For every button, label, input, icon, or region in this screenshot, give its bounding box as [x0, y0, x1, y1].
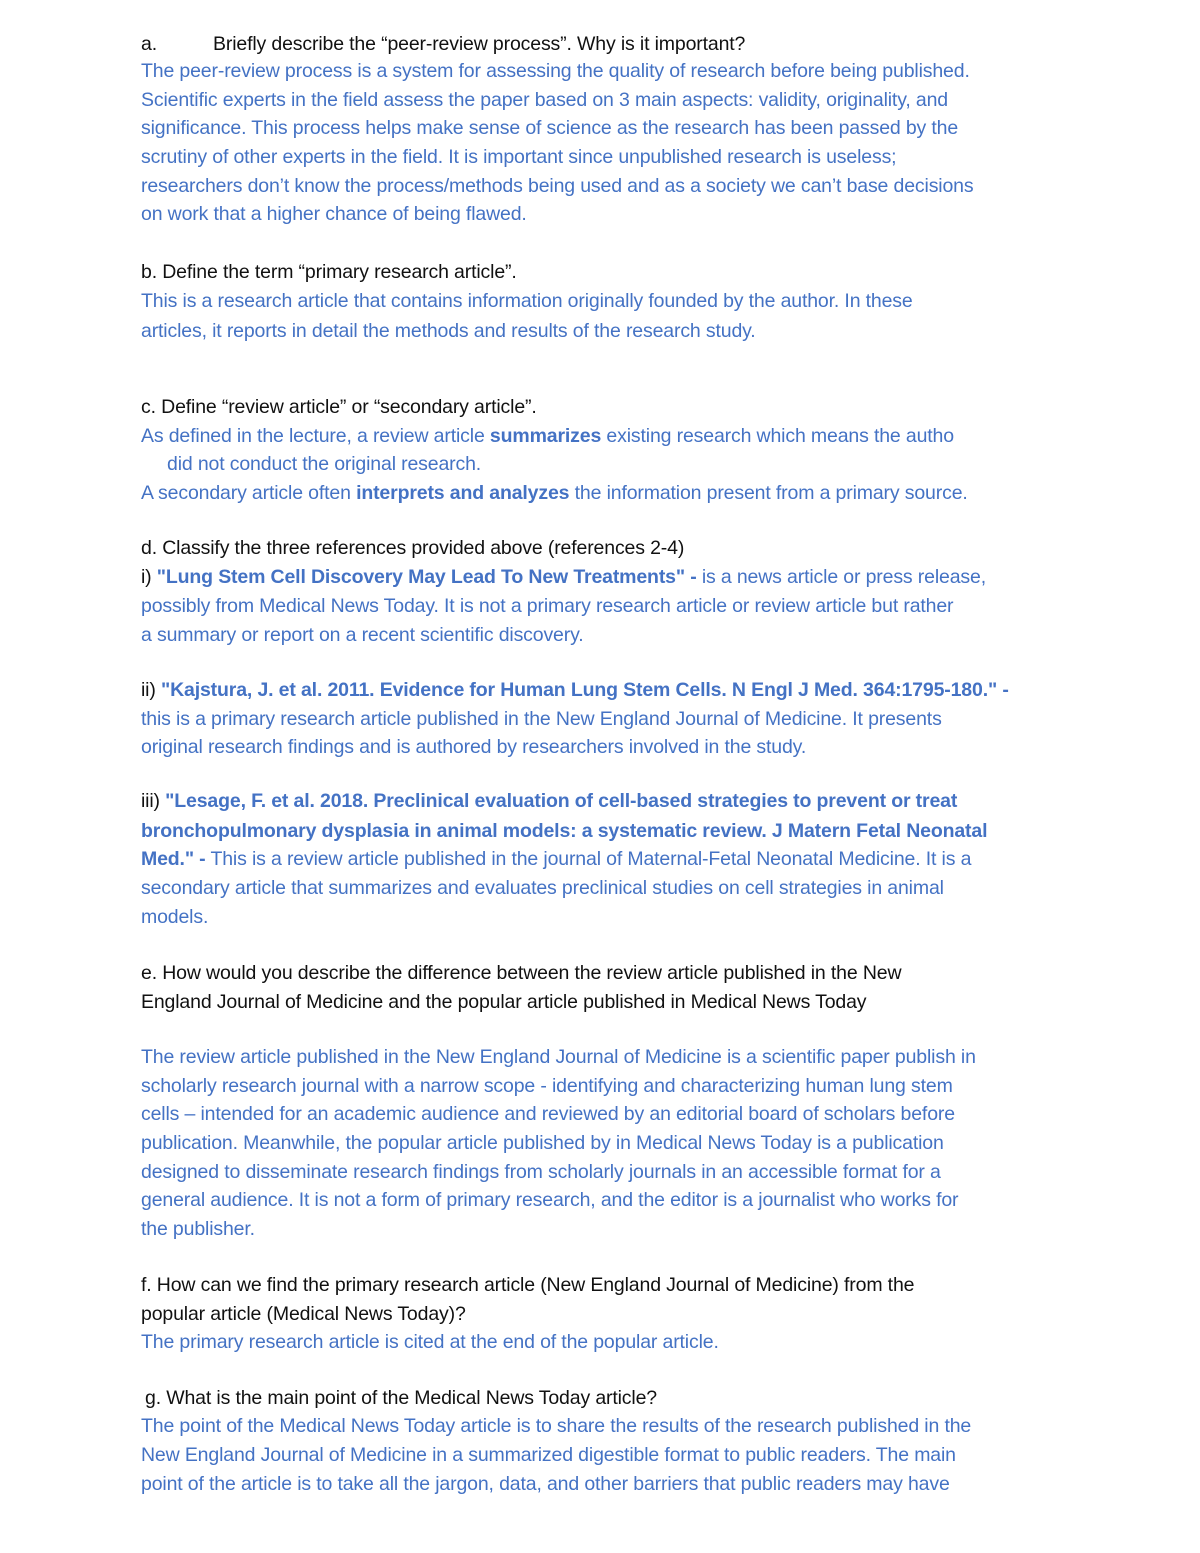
answer-c-text: existing research which means the autho — [601, 425, 954, 447]
reference-i-line: a summary or report on a recent scientific discovery. — [141, 624, 584, 646]
answer-b-line: This is a research article that contains information originally founded by the author. In these — [141, 290, 913, 312]
answer-a-line: Scientific experts in the field assess the paper based on 3 main aspects: validity, originality, and — [141, 89, 948, 111]
answer-c-line-2 — [141, 479, 968, 507]
answer-c-text: A secondary article often — [141, 482, 357, 504]
answer-e-line: general audience. It is not a form of primary research, and the editor is a journalist who works for — [141, 1189, 959, 1211]
answer-e-line: the publisher. — [141, 1218, 255, 1240]
answer-a-line: significance. This process helps make sense of science as the research has been passed by the — [141, 117, 959, 139]
question-a-text: Briefly describe the “peer-review process”. Why is it important? — [213, 33, 746, 55]
question-d: d. Classify the three references provided above (references 2-4) — [141, 537, 685, 559]
question-g: g. What is the main point of the Medical News Today article? — [145, 1387, 657, 1409]
answer-a-line: The peer-review process is a system for assessing the quality of research before being published. — [141, 60, 970, 82]
answer-e-line: The review article published in the New England Journal of Medicine is a scientific paper publish in — [141, 1046, 976, 1068]
question-a — [141, 30, 745, 58]
reference-title: Med." - — [141, 848, 206, 870]
reference-title: "Lung Stem Cell Discovery May Lead To New Treatments" - — [156, 566, 697, 588]
reference-i-line: possibly from Medical News Today. It is not a primary research article or review article but rather — [141, 595, 954, 617]
reference-marker: ii) — [141, 679, 161, 701]
reference-iii — [141, 787, 957, 815]
question-c: c. Define “review article” or “secondary article”. — [141, 396, 537, 418]
reference-marker: iii) — [141, 790, 166, 812]
answer-g-line: The point of the Medical News Today article is to share the results of the research published in the — [141, 1415, 972, 1437]
reference-text: This is a review article published in the journal of Maternal-Fetal Neonatal Medicine. It is a — [205, 848, 972, 870]
reference-title: "Kajstura, J. et al. 2011. Evidence for Human Lung Stem Cells. N Engl J Med. 364:1795-180." - — [160, 679, 1009, 701]
reference-iii-title-line: bronchopulmonary dysplasia in animal models: a systematic review. J Matern Fetal Neonatal — [141, 820, 988, 842]
answer-e-line: scholarly research journal with a narrow scope - identifying and characterizing human lung stem — [141, 1075, 953, 1097]
answer-c-line-1-cont: did not conduct the original research. — [167, 453, 482, 475]
answer-g-line: point of the article is to take all the jargon, data, and other barriers that public readers may have — [141, 1473, 950, 1495]
answer-a-line: researchers don’t know the process/methods being used and as a society we can’t base decisions — [141, 175, 974, 197]
answer-b-line: articles, it reports in detail the methods and results of the research study. — [141, 320, 756, 342]
answer-c-text: As defined in the lecture, a review article — [141, 425, 490, 447]
answer-e-line: cells – intended for an academic audience and reviewed by an editorial board of scholars before — [141, 1103, 955, 1125]
reference-i — [141, 563, 986, 591]
reference-ii-line: original research findings and is authored by researchers involved in the study. — [141, 736, 807, 758]
reference-iii-title-end — [141, 845, 971, 873]
answer-f-line: The primary research article is cited at the end of the popular article. — [141, 1331, 719, 1353]
question-e-line: e. How would you describe the difference between the review article published in the New — [141, 962, 902, 984]
answer-c-text: the information present from a primary source. — [569, 482, 968, 504]
reference-title: "Lesage, F. et al. 2018. Preclinical evaluation of cell-based strategies to prevent or treat — [165, 790, 958, 812]
question-f-line: f. How can we find the primary research article (New England Journal of Medicine) from the — [141, 1274, 915, 1296]
reference-ii — [141, 676, 1009, 704]
answer-a-line: scrutiny of other experts in the field. It is important since unpublished research is useless; — [141, 146, 897, 168]
answer-g-line: New England Journal of Medicine in a summarized digestible format to public readers. The main — [141, 1444, 956, 1466]
answer-e-line: publication. Meanwhile, the popular article published by in Medical News Today is a publication — [141, 1132, 944, 1154]
reference-ii-line: this is a primary research article published in the New England Journal of Medicine. It presents — [141, 708, 942, 730]
answer-c-emphasis: summarizes — [489, 425, 602, 447]
answer-c-line-1 — [141, 422, 954, 450]
reference-marker: i) — [141, 566, 157, 588]
question-a-marker: a. — [141, 33, 157, 55]
reference-iii-line: models. — [141, 906, 209, 928]
reference-iii-line: secondary article that summarizes and evaluates preclinical studies on cell strategies in animal — [141, 877, 944, 899]
question-b: b. Define the term “primary research article”. — [141, 261, 517, 283]
answer-a-line: on work that a higher chance of being flawed. — [141, 203, 527, 225]
question-e-line: England Journal of Medicine and the popular article published in Medical News Today — [141, 991, 867, 1013]
question-f-line: popular article (Medical News Today)? — [141, 1303, 466, 1325]
reference-text: is a news article or press release, — [696, 566, 986, 588]
answer-c-emphasis: interprets and analyzes — [356, 482, 570, 504]
answer-e-line: designed to disseminate research findings from scholarly journals in an accessible format for a — [141, 1161, 941, 1183]
